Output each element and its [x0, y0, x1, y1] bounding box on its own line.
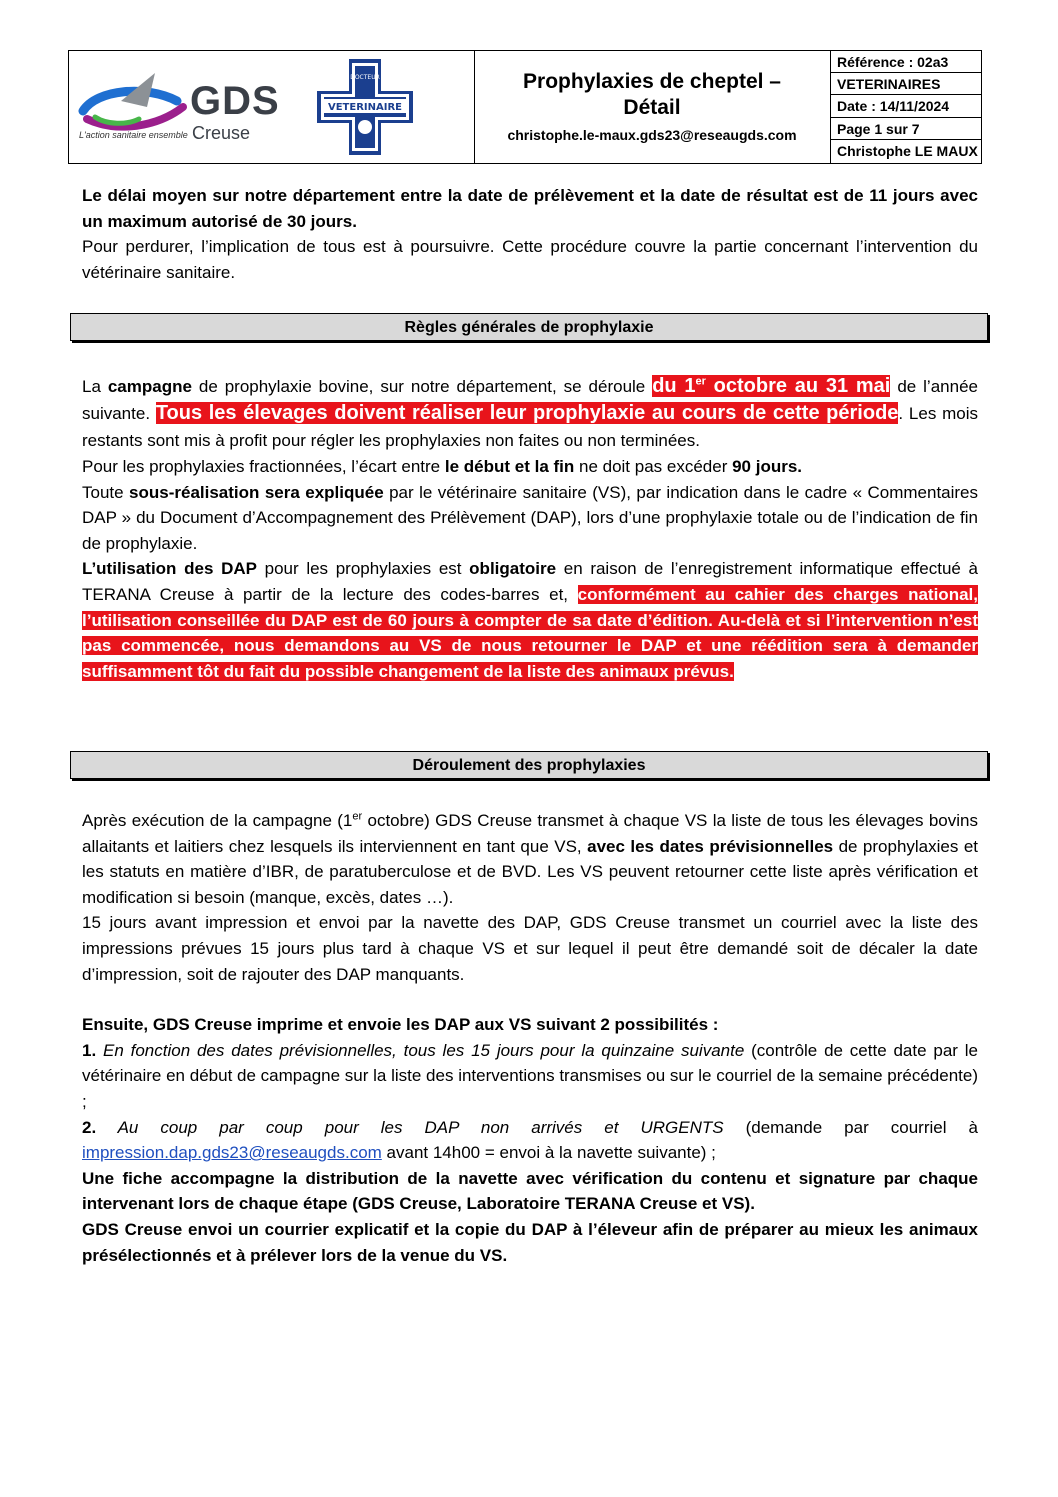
section1-paragraph-4: L’utilisation des DAP pour les prophylaxies est obligatoire en raison de l’enregistrement informatique effectué à TERANA Creuse à partir de la lecture des codes-barres et, conformément au cahier des charges national, l’utilisation conseillée du DAP est de 60 jours à compter de sa date d’édition. Au-delà et si l’intervention n’est pas commencée, nous demandons au VS de nous retourner le DAP et une réédition sera à demander suffisamment tôt du fait du possible changement de la liste des animaux prévus.	[82, 559, 978, 681]
section1-body	[82, 373, 978, 684]
meta-author: Christophe LE MAUX	[837, 142, 978, 159]
meta-reference: Référence : 02a3	[831, 51, 981, 73]
section2-body	[82, 808, 978, 1268]
author-email: christophe.le-maux.gds23@reseaugds.com	[507, 127, 797, 143]
possibility-item-2: 2. Au coup par coup pour les DAP non arrivés et URGENTS (demande par courriel à impression.dap.gds23@reseaugds.com avant 14h00 = envoi à la navette suivante) ;	[82, 1117, 978, 1163]
page-title	[474, 69, 830, 121]
meta-audience: VETERINAIRES	[831, 73, 981, 95]
section2-paragraph-3: Ensuite, GDS Creuse imprime et envoie les DAP aux VS suivant 2 possibilités :	[82, 1015, 719, 1035]
intro-block	[82, 183, 978, 285]
badge-top-text: DOCTEUR	[350, 74, 380, 81]
intro-paragraph-2: Pour perdurer, l’implication de tous est à poursuivre. Cette procédure couvre la partie concernant l’intervention du vétérinaire sanitaire.	[82, 237, 978, 282]
section2-paragraph-4: Une fiche accompagne la distribution de la navette avec vérification du contenu et signature par chaque intervenant lors de chaque étape (GDS Creuse, Laboratoire TERANA Creuse et VS).	[82, 1168, 978, 1214]
meta-date: Date : 14/11/2024	[831, 95, 981, 117]
meta-cell	[831, 51, 981, 163]
campaign-period-highlight: du 1er octobre au 31 mai	[652, 375, 891, 397]
dap-validity-highlight: conformément au cahier des charges national, l’utilisation conseillée du DAP est de 60 jours à compter de sa date d’édition. Au-delà et si l’intervention n’est pas commencée, nous demandons au VS de nous retourner le DAP et une réédition sera à demander suffisamment tôt du fait du possible changement de la liste des animaux prévus.	[82, 584, 978, 681]
badge-main-text: VETERINAIRE	[327, 102, 403, 113]
gds-logo-icon	[77, 67, 189, 137]
section1-paragraph-1: La campagne de prophylaxie bovine, sur notre département, se déroule du 1er octobre au 31 mai de l’année suivante. Tous les élevages doivent réaliser leur prophylaxie au cours de cette période. Les mois restants sont mis à profit pour régler les prophylaxies non faites ou non terminées.	[82, 375, 978, 450]
logo-sub: Creuse	[192, 123, 251, 143]
title-line-1: Prophylaxies de cheptel –	[523, 70, 781, 93]
logo-tagline: L'action sanitaire ensemble	[79, 130, 188, 140]
veterinaire-cross-icon	[315, 57, 415, 157]
header-table	[68, 50, 982, 164]
section2-paragraph-2: 15 jours avant impression et envoi par la navette des DAP, GDS Creuse transmet un courriel avec la liste des impressions prévues 15 jours plus tard à chaque VS et sur lequel il peut être demandé soit de décaler la date d’impression, soit de rajouter des DAP manquants.	[82, 913, 978, 984]
section1-paragraph-3: Toute sous-réalisation sera expliquée par le vétérinaire sanitaire (VS), par indication dans le cadre « Commentaires DAP » du Document d’Accompagnement des Prélèvement (DAP), lors d’une prophylaxie totale ou de l’indication de fin de prophylaxie.	[82, 482, 979, 553]
logo-cell	[69, 51, 475, 163]
meta-page: Page 1 sur 7	[831, 118, 981, 140]
section2-paragraph-5: GDS Creuse envoi un courrier explicatif et la copie du DAP à l’éleveur afin de préparer au mieux les animaux présélectionnés et à prélever lors de la venue du VS.	[82, 1219, 978, 1265]
logo-name: GDS	[190, 79, 280, 123]
impression-email-link[interactable]: impression.dap.gds23@reseaugds.com	[82, 1143, 382, 1163]
mandatory-period-highlight: Tous les élevages doivent réaliser leur prophylaxie au cours de cette période	[155, 402, 899, 424]
title-cell	[474, 51, 831, 163]
section-title-regles: Règles générales de prophylaxie	[70, 313, 988, 341]
section1-paragraph-2: Pour les prophylaxies fractionnées, l’écart entre le début et la fin ne doit pas excéder 90 jours.	[82, 457, 803, 476]
section-title-deroulement: Déroulement des prophylaxies	[70, 751, 988, 779]
intro-paragraph-1: Le délai moyen sur notre département entre la date de prélèvement et la date de résultat est de 11 jours avec un maximum autorisé de 30 jours.	[82, 186, 978, 231]
section2-paragraph-1: Après exécution de la campagne (1er octobre) GDS Creuse transmet à chaque VS la liste de tous les élevages bovins allaitants et laitiers chez lesquels ils interviennent en tant que VS, avec les dates prévisionnelles de prophylaxies et les statuts en matière d’IBR, de paratuberculose et de BVD. Les VS peuvent retourner cette liste après vérification et modification si besoin (manque, excès, dates …).	[82, 810, 979, 907]
possibility-item-1: 1. En fonction des dates prévisionnelles, tous les 15 jours pour la quinzaine suivante (contrôle de cette date par le vétérinaire en début de campagne sur la liste des interventions transmises ou sur le courriel de la semaine précédente) ;	[82, 1040, 978, 1111]
title-line-2: Détail	[623, 96, 681, 119]
